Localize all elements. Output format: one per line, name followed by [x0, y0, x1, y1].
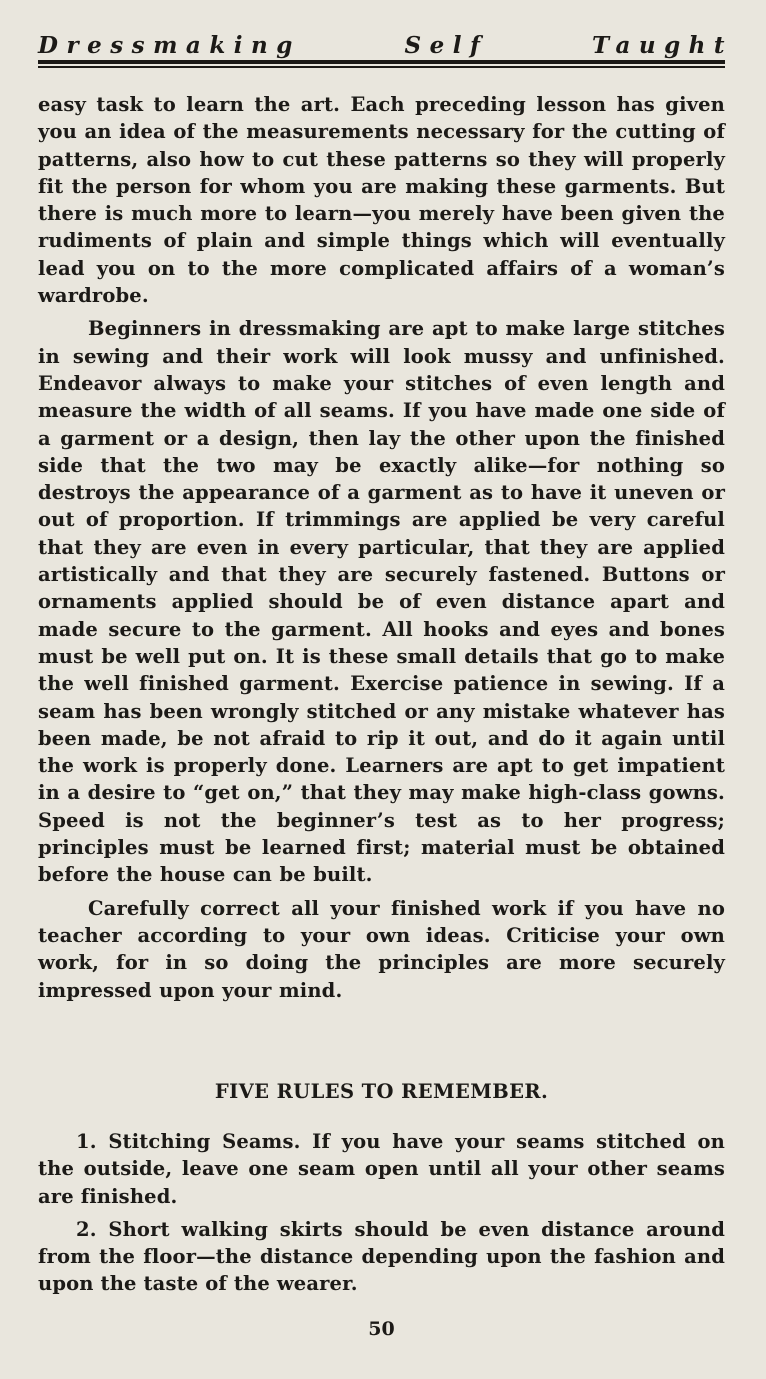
paragraph: Carefully correct all your finished work if you have no teacher according to your own ideas. Criticise your own work, for in so doing the principles are more securely impressed upon your mind.	[38, 896, 725, 1002]
paragraph: easy task to learn the art. Each preceding lesson has given you an idea of the measurements necessary for the cutting of patterns, also how to cut these patterns so they will properly fit the person for whom you are making these garments. But there is much more to learn—you merely have been given the rudiments of plain and simple things which will eventually lead you on to the more complicated affairs of a woman’s wardrobe.	[38, 93, 725, 308]
header-rule-thin	[38, 66, 725, 68]
page-number: 50	[368, 1318, 395, 1340]
header-rule-thick	[38, 60, 725, 64]
paragraph: Beginners in dressmaking are apt to make large stitches in sewing and their work will look mussy and unfinished. Endeavor always to make your stitches of even length and measure the width of all seams. If you have made one side of a garment or a design, then lay the other upon the finished side that the two may be exactly alike—for nothing so destroys the appearance of a garment as to have it uneven or out of proportion. If trimmings are applied be very careful that they are even in every particular, that they are applied artistically and that they are securely fastened. Buttons or ornaments applied should be of even distance apart and made secure to the garment. All hooks and eyes and bones must be well put on. It is these small details that go to make the well finished garment. Exercise patience in sewing. If a seam has been wrongly stitched or any mistake whatever has been made, be not afraid to rip it out, and do it again until the work is properly done. Learners are apt to get impatient in a desire to “get on,” that they may make high-class gowns. Speed is not the beginner’s test as to her progress; principles must be learned first; material must be obtained before the house can be built.	[38, 317, 725, 887]
running-head-center: Self	[404, 32, 489, 59]
running-head	[38, 27, 733, 61]
body-text	[38, 91, 725, 1004]
rule-item: 2. Short walking skirts should be even distance around from the floor—the distance depending upon the fashion and upon the taste of the wearer.	[38, 1217, 725, 1296]
running-head-right: Taught	[592, 32, 733, 59]
running-head-left: Dressmaking	[38, 32, 301, 59]
rules-list	[38, 1128, 725, 1304]
rule-item: 1. Stitching Seams. If you have your seams stitched on the outside, leave one seam open until all your other seams are finished.	[38, 1130, 725, 1208]
section-heading: FIVE RULES TO REMEMBER.	[214, 1080, 549, 1103]
book-page	[38, 0, 733, 1379]
